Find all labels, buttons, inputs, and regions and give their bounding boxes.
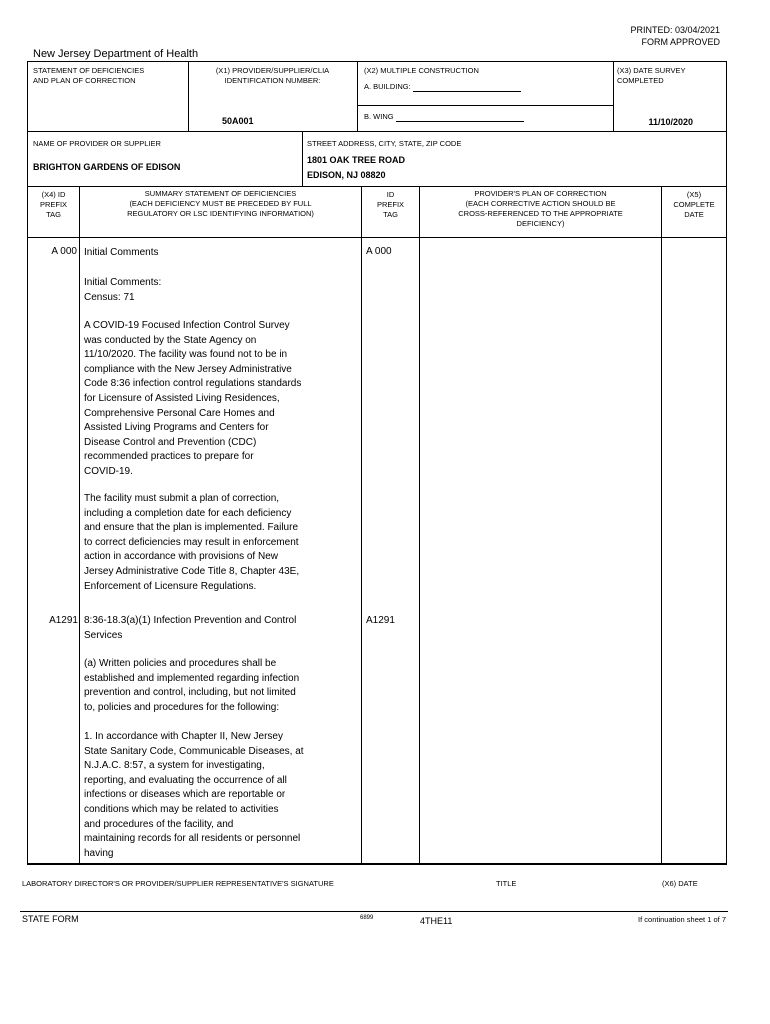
form-status: FORM APPROVED	[641, 37, 720, 47]
signature-label: LABORATORY DIRECTOR'S OR PROVIDER/SUPPLIER REPRESENTATIVE'S SIGNATURE	[22, 879, 334, 888]
provider-name: BRIGHTON GARDENS OF EDISON	[33, 162, 181, 172]
wing-blank	[396, 113, 524, 122]
wing-label: B. WING	[364, 112, 394, 121]
col-x5-header: (X5) COMPLETE DATE	[673, 190, 715, 219]
title-label: TITLE	[496, 879, 517, 888]
entry-paragraph: The facility must submit a plan of correction, including a completion date for each deficiency and ensure that the plan is implemented. Failure to correct deficiencies may result in enforcement action in accordance with provisions of New Jersey Administrative Code Title 8, Chapter 43E, Enforcement of Licensure Regulations.	[84, 493, 300, 592]
provider-name-label: NAME OF PROVIDER OR SUPPLIER	[33, 139, 161, 148]
entry-paragraph: (a) Written policies and procedures shall be established and implemented regarding infection prevention and control, including, but not limited to, policies and procedures for the following:	[84, 658, 300, 713]
entry-title: Initial Comments	[84, 247, 159, 258]
entry-paragraph: A COVID-19 Focused Infection Control Survey was conducted by the State Agency on 11/10/2020. The facility was found not to be in compliance with the New Jersey Administrative Code 8:36 infection control regulations standards for Licensure of Assisted Living Residences, Comprehensive Personal Care Homes and Assisted Living Programs and Centers for Disease Control and Prevention (CDC) recommended practices to prepare for COVID-19.	[84, 320, 302, 477]
entry-prefix: A 000	[51, 246, 77, 257]
col-plan-header: PROVIDER'S PLAN OF CORRECTION (EACH CORRECTIVE ACTION SHOULD BE CROSS-REFERENCED TO THE APPROPRIATE DEFICIENCY)	[458, 189, 623, 228]
address-line2: EDISON, NJ 08820	[307, 170, 386, 180]
form-code: 6899	[360, 915, 374, 921]
event-id: 4THE11	[420, 916, 453, 926]
x3-label: (X3) DATE SURVEY COMPLETED	[617, 66, 686, 85]
printed-date: PRINTED: 03/04/2021	[630, 25, 720, 35]
form-name: STATE FORM	[22, 914, 79, 924]
entry-prefix: A1291	[49, 615, 78, 626]
x3-value: 11/10/2020	[648, 117, 693, 127]
building-label: A. BUILDING:	[364, 82, 411, 91]
x1-value: 50A001	[222, 116, 254, 126]
col-summary-header: SUMMARY STATEMENT OF DEFICIENCIES (EACH DEFICIENCY MUST BE PRECEDED BY FULL REGULATORY OR LSC IDENTIFYING INFORMATION)	[127, 189, 314, 218]
wing-field	[364, 112, 524, 122]
entry-id-prefix: A1291	[366, 615, 395, 626]
x1-label: (X1) PROVIDER/SUPPLIER/CLIA IDENTIFICATION NUMBER:	[215, 66, 330, 85]
building-blank	[413, 83, 521, 92]
col-id-header: ID PREFIX TAG	[376, 190, 405, 219]
continuation-note: If continuation sheet 1 of 7	[638, 915, 726, 924]
entry-paragraph: 1. In accordance with Chapter II, New Jersey State Sanitary Code, Communicable Diseases, at N.J.A.C. 8:57, a system for investigating, reporting, and evaluating the occurrence of all infections or diseases which are reportable or conditions which may be related to activities and procedures of the facility, and maintaining records for all residents or personnel having	[84, 731, 304, 859]
statement-label: STATEMENT OF DEFICIENCIES AND PLAN OF CORRECTION	[33, 66, 145, 85]
date-label: (X6) DATE	[662, 879, 698, 888]
x2-label: (X2) MULTIPLE CONSTRUCTION	[364, 66, 479, 75]
entry-id-prefix: A 000	[366, 246, 392, 257]
address-line1: 1801 OAK TREE ROAD	[307, 155, 406, 165]
entry-title: 8:36-18.3(a)(1) Infection Prevention and Control Services	[84, 615, 297, 641]
building-field	[364, 82, 521, 92]
agency-name: New Jersey Department of Health	[33, 48, 199, 60]
entry-paragraph: Initial Comments: Census: 71	[84, 277, 162, 303]
address-label: STREET ADDRESS, CITY, STATE, ZIP CODE	[307, 139, 462, 148]
col-x4-header: (X4) ID PREFIX TAG	[39, 190, 68, 219]
